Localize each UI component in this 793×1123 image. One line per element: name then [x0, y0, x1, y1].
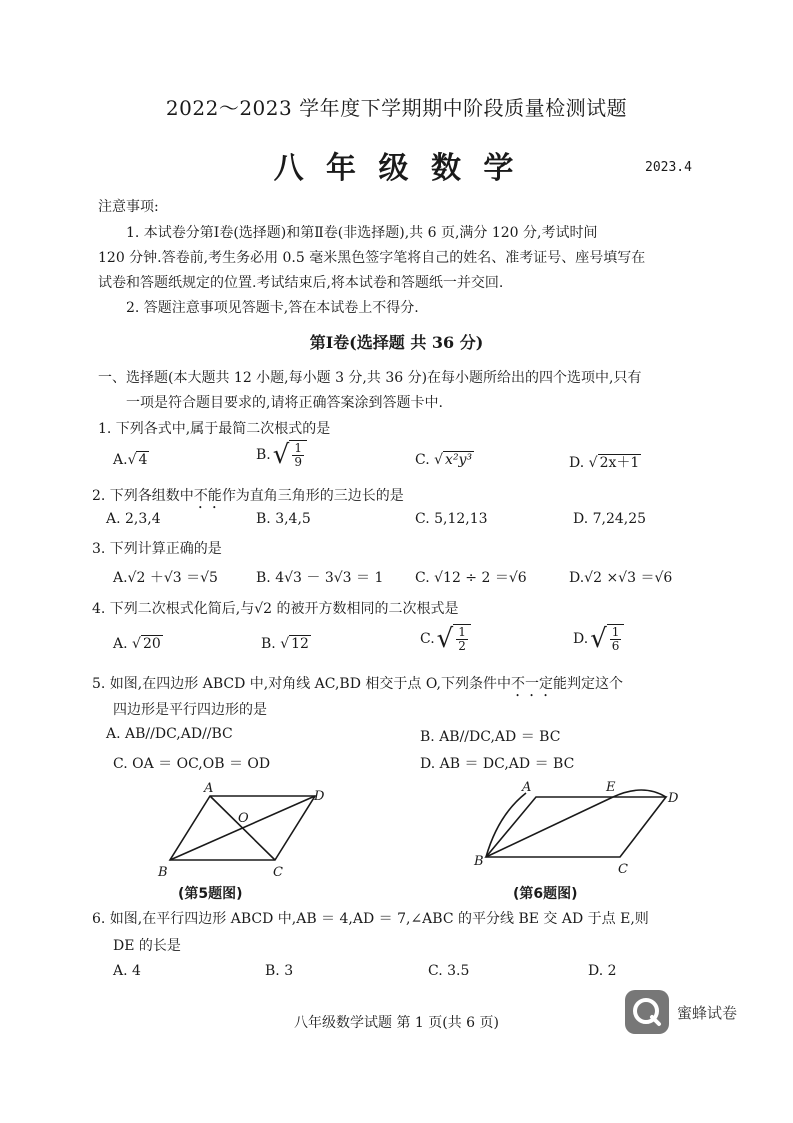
- radical-sign: √: [584, 455, 598, 471]
- section-instructions-line1: 一、选择题(本大题共 12 小题,每小题 3 分,共 36 分)在每小题所给出的四个选项中,只有: [98, 370, 642, 386]
- exam-title: 2022～2023 学年度下学期期中阶段质量检测试题: [165, 96, 628, 120]
- question-6-stem-line1: 6. 如图,在平行四边形 ABCD 中,AB ＝ 4,AD ＝ 7,∠ABC 的平分线 BE 交 AD 于点 E,则: [92, 911, 649, 927]
- vertex-label-b: B: [158, 865, 168, 880]
- question-5-option-a: A. AB//DC,AD//BC: [106, 726, 233, 742]
- section-title: 第Ⅰ卷(选择题 共 36 分): [309, 333, 484, 352]
- question-1-option-b: [256, 440, 307, 469]
- option-label: A.: [113, 452, 128, 468]
- vertex-label-a: A: [204, 781, 214, 796]
- question-6-option-d: D. 2: [588, 963, 617, 979]
- fraction-numerator: 1: [294, 441, 302, 455]
- question-1-stem: 1. 下列各式中,属于最简二次根式的是: [98, 421, 331, 437]
- vertex-label-c: C: [273, 865, 283, 880]
- question-3-option-d: D.√2 ×√3 ＝√6: [569, 570, 673, 586]
- watermark-logo-icon: [625, 990, 669, 1034]
- subject-title: 八 年 级 数 学: [273, 151, 520, 186]
- section-instructions-line2: 一项是符合题目要求的,请将正确答案涂到答题卡中.: [126, 395, 443, 411]
- notice-item1-line2: 120 分钟.答卷前,考生务必用 0.5 毫米黑色签字笔将自己的姓名、准考证号、座号填写在: [98, 250, 646, 266]
- question-5-option-b: B. AB//DC,AD ＝ BC: [420, 729, 561, 745]
- option-label: A.: [113, 636, 128, 652]
- question-4-option-b: [261, 636, 311, 652]
- bisector-be: [486, 797, 613, 857]
- question-5-stem: [92, 673, 623, 700]
- figure-6-caption: (第6题图): [513, 886, 578, 902]
- vertex-label-b: B: [474, 854, 484, 869]
- stem-text: 作为直角三角形的三边长的是: [221, 488, 404, 504]
- question-2-stem: [92, 485, 404, 512]
- question-3-option-a: A.√2 ＋√3 ＝√5: [113, 570, 218, 586]
- question-4-stem: 4. 下列二次根式化简后,与√2 的被开方数相同的二次根式是: [92, 601, 459, 617]
- watermark-text: 蜜蜂试卷: [677, 1004, 738, 1022]
- question-5-stem-line2: 四边形是平行四边形的是: [113, 702, 267, 718]
- question-2-option-a: A. 2,3,4: [106, 511, 161, 527]
- question-6-stem-line2: DE 的长是: [113, 938, 181, 954]
- fraction-denominator: 9: [294, 455, 302, 469]
- diagonal-bd: [170, 796, 315, 860]
- question-1-option-c: [415, 452, 474, 468]
- question-2-option-b: B. 3,4,5: [256, 511, 311, 527]
- option-label: B.: [256, 446, 271, 463]
- radicand: 2x＋1: [599, 455, 640, 471]
- question-6-option-c: C. 3.5: [428, 963, 470, 979]
- question-6-option-a: A. 4: [113, 963, 141, 979]
- stem-text: 2. 下列各组数中: [92, 488, 194, 504]
- question-4-option-d: [573, 624, 624, 653]
- stem-text: 5. 如图,在四边形 ABCD 中,对角线 AC,BD 相交于点 O,下列条件中: [92, 676, 511, 692]
- vertex-label-c: C: [618, 862, 628, 877]
- exam-date: 2023.4: [645, 160, 692, 175]
- radical-sign: √: [436, 623, 454, 654]
- option-label: C.: [420, 630, 435, 647]
- radicand: 20: [142, 636, 161, 652]
- figure-5-caption: (第5题图): [178, 886, 243, 902]
- radical-sign: √: [127, 452, 137, 468]
- figure-5-diagram: [150, 778, 340, 883]
- radical-sign: √: [275, 636, 290, 652]
- point-label-e: E: [606, 780, 616, 795]
- vertex-label-a: A: [522, 780, 532, 795]
- option-label: B.: [261, 636, 276, 652]
- question-6-option-b: B. 3: [265, 963, 294, 979]
- notice-item1-line1: 1. 本试卷分第Ⅰ卷(选择题)和第Ⅱ卷(非选择题),共 6 页,满分 120 分,考试时间: [126, 225, 598, 241]
- question-1-option-d: [569, 452, 641, 472]
- question-3-option-c: C. √12 ÷ 2 ＝√6: [415, 570, 527, 586]
- question-1-option-a: [113, 452, 149, 468]
- radical-sign: √: [127, 636, 141, 652]
- radical-sign: √: [272, 439, 290, 470]
- point-label-o: O: [238, 811, 249, 826]
- emphasized-text: 不一定: [510, 676, 553, 692]
- radical-sign: √: [429, 452, 444, 468]
- vertex-label-d: D: [314, 789, 325, 804]
- vertex-label-d: D: [668, 791, 679, 806]
- question-2-option-c: C. 5,12,13: [415, 511, 488, 527]
- fraction-numerator: 1: [458, 625, 466, 639]
- option-label: C.: [415, 452, 430, 468]
- question-4-option-a: [113, 636, 163, 652]
- fraction-denominator: 2: [458, 639, 466, 653]
- arc-ed: [613, 790, 666, 797]
- notice-item2: 2. 答题注意事项见答题卡,答在本试卷上不得分.: [126, 300, 419, 316]
- stem-text: 能判定这个: [552, 676, 623, 692]
- question-5-option-d: D. AB ＝ DC,AD ＝ BC: [420, 756, 575, 772]
- notice-heading: 注意事项:: [98, 199, 159, 215]
- option-label: D.: [573, 630, 589, 647]
- question-5-option-c: C. OA ＝ OC,OB ＝ OD: [113, 756, 271, 772]
- radicand: 12: [291, 636, 309, 652]
- option-label: D.: [569, 455, 585, 471]
- question-3-stem: 3. 下列计算正确的是: [92, 541, 222, 557]
- page-footer: 八年级数学试题 第 1 页(共 6 页): [294, 1015, 499, 1031]
- radicand: x²y³: [445, 452, 473, 468]
- fraction-denominator: 6: [611, 639, 620, 653]
- fraction-numerator: 1: [611, 625, 620, 639]
- question-2-option-d: D. 7,24,25: [573, 511, 647, 527]
- radical-sign: √: [590, 623, 607, 654]
- notice-item1-line3: 试卷和答题纸规定的位置.考试结束后,将本试卷和答题纸一并交回.: [98, 275, 504, 291]
- radicand: 4: [138, 452, 148, 468]
- question-4-option-c: [420, 624, 471, 653]
- figure-6-diagram: [468, 775, 698, 885]
- question-3-option-b: B. 4√3 － 3√3 ＝ 1: [256, 570, 384, 586]
- emphasized-text: 不能: [193, 488, 222, 504]
